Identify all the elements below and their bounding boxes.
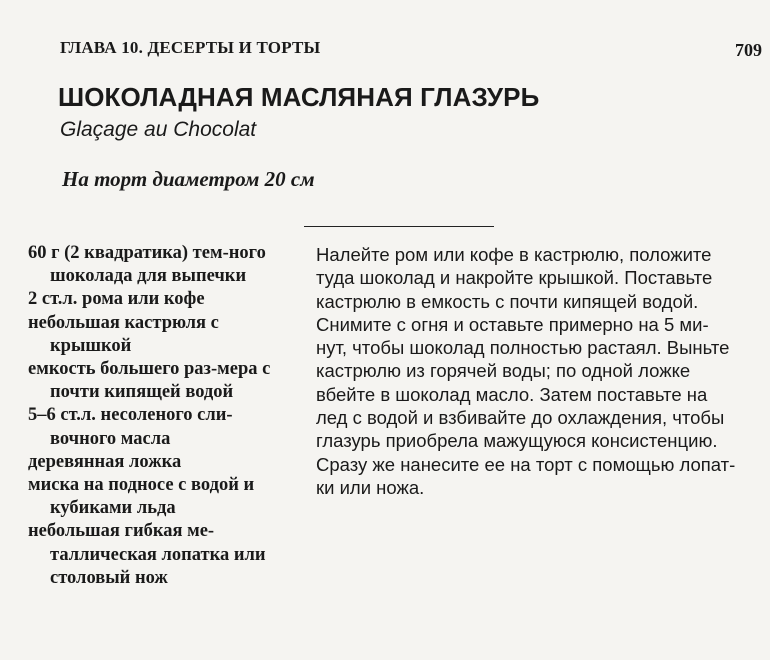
method-line: лед с водой и взбивайте до охлаждения, чтобы	[316, 407, 725, 429]
ingredient-item: миска на подносе с водой и кубиками льда	[28, 475, 255, 519]
method-line: кастрюлю из горячей воды; по одной ложке	[316, 360, 691, 382]
section-divider	[304, 226, 494, 227]
recipe-title: ШОКОЛАДНАЯ МАСЛЯНАЯ ГЛАЗУРЬ	[58, 82, 540, 112]
page-number: 709	[735, 40, 762, 60]
ingredient-item: деревянная ложка	[28, 451, 182, 472]
ingredient-item: небольшая кастрюля с крышкой	[28, 312, 219, 356]
method-line: туда шоколад и накройте крышкой. Поставьте	[316, 267, 713, 289]
method-line: Снимите с огня и оставьте примерно на 5 ми-	[316, 313, 709, 335]
recipe-subtitle: Glaçage au Chocolat	[60, 118, 257, 141]
recipe-yield: На торт диаметром 20 см	[62, 167, 315, 191]
method-line: нут, чтобы шоколад полностью растаял. Выньте	[316, 337, 730, 359]
method-line: Сразу же нанесите ее на торт с помощью лопат-	[316, 453, 736, 475]
method-line: ки или ножа.	[316, 476, 425, 498]
method-line: глазурь приобрела мажущуюся консистенцию.	[316, 430, 718, 452]
ingredient-item: емкость большего раз-мера с почти кипящей водой	[28, 359, 271, 403]
method-line: Налейте ром или кофе в кастрюлю, положите	[316, 244, 712, 265]
ingredient-item: 60 г (2 квадратика) тем-ного шоколада для выпечки	[28, 243, 266, 287]
ingredient-item: 5–6 ст.л. несоленого сли-вочного масла	[28, 405, 233, 449]
ingredients-list	[28, 242, 298, 590]
chapter-running-head: ГЛАВА 10. ДЕСЕРТЫ И ТОРТЫ	[60, 38, 321, 57]
method-line: вбейте в шоколад масло. Затем поставьте на	[316, 383, 708, 405]
method-line: кастрюлю в емкость с почти кипящей водой.	[316, 290, 699, 312]
ingredient-item: небольшая гибкая ме-таллическая лопатка или столовый нож	[28, 521, 266, 588]
method-text	[316, 243, 748, 499]
ingredient-item: 2 ст.л. рома или кофе	[28, 289, 205, 310]
